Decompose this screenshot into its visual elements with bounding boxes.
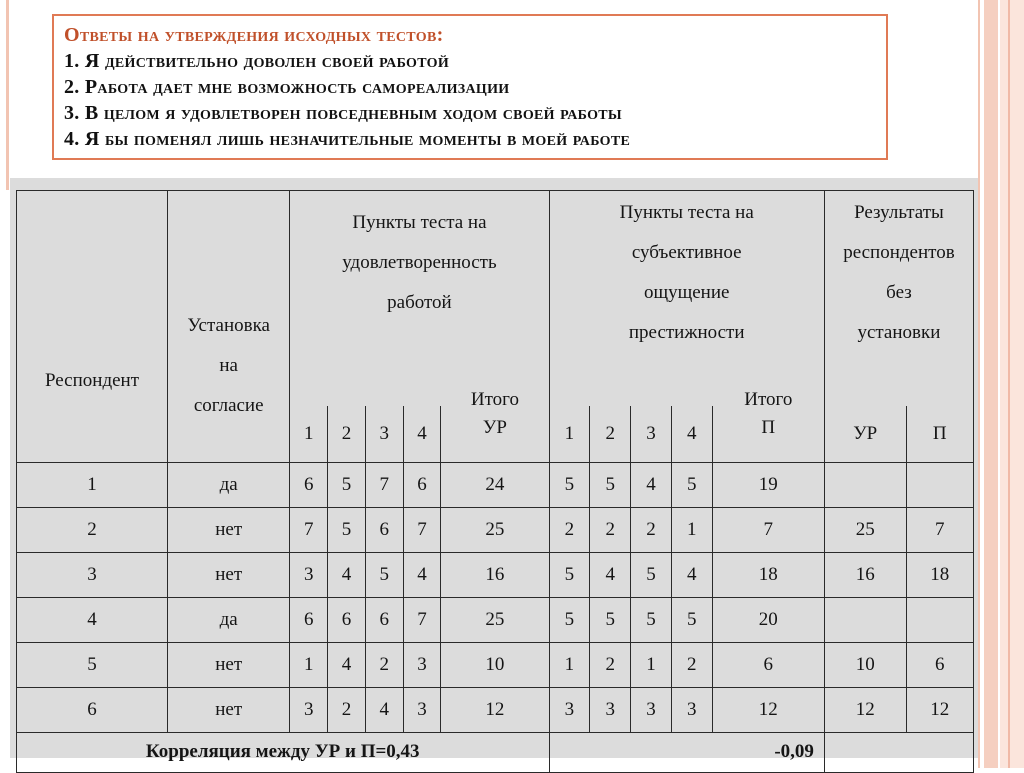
satisfaction-score: 6 — [365, 507, 403, 552]
total-p: 19 — [712, 462, 824, 507]
total-ur: 24 — [441, 462, 549, 507]
result-p: 6 — [906, 642, 973, 687]
result-ur — [824, 462, 906, 507]
result-p: 7 — [906, 507, 973, 552]
total-ur: 25 — [441, 507, 549, 552]
satisfaction-group-header: Пункты теста на удовлетворенность работой — [290, 191, 549, 406]
satisfaction-score: 3 — [403, 642, 441, 687]
prestige-group-header: Пункты теста на субъективное ощущение престижности — [549, 191, 824, 406]
table-row — [17, 687, 974, 732]
decor-stripe — [1000, 0, 1024, 768]
prestige-score: 1 — [549, 642, 590, 687]
decor-stripe — [984, 0, 998, 768]
correlation-label: Корреляция между УР и П=0,43 — [17, 732, 550, 772]
attitude-value: нет — [167, 642, 289, 687]
satisfaction-score: 2 — [365, 642, 403, 687]
satisfaction-score: 4 — [328, 552, 366, 597]
total-ur: 10 — [441, 642, 549, 687]
attitude-value: нет — [167, 687, 289, 732]
result-p: 18 — [906, 552, 973, 597]
prestige-score: 4 — [590, 552, 631, 597]
header-line-3: 3. В целом я удовлетворен повседневным ходом своей работы — [64, 102, 622, 124]
prestige-score: 5 — [671, 462, 712, 507]
item-number: 1 — [549, 406, 590, 463]
result-ur: 16 — [824, 552, 906, 597]
correlation-row — [17, 732, 974, 772]
respondent-id: 2 — [17, 507, 168, 552]
attitude-value: да — [167, 597, 289, 642]
satisfaction-score: 1 — [290, 642, 328, 687]
item-number: 4 — [403, 406, 441, 463]
res-p-header: П — [906, 406, 973, 463]
header-line-2: 2. Работа дает мне возможность самореализации — [64, 76, 510, 98]
table-row — [17, 507, 974, 552]
satisfaction-score: 7 — [365, 462, 403, 507]
prestige-score: 1 — [631, 642, 672, 687]
prestige-score: 5 — [590, 597, 631, 642]
satisfaction-score: 4 — [403, 552, 441, 597]
header-title: Ответы на утверждения исходных тестов: — [64, 24, 444, 46]
total-p: 7 — [712, 507, 824, 552]
table-row — [17, 552, 974, 597]
item-number: 3 — [631, 406, 672, 463]
satisfaction-score: 2 — [328, 687, 366, 732]
table-row — [17, 642, 974, 687]
decor-stripe — [1008, 0, 1010, 768]
attitude-value: нет — [167, 552, 289, 597]
total-p: 18 — [712, 552, 824, 597]
satisfaction-score: 6 — [328, 597, 366, 642]
decor-stripe — [978, 0, 980, 768]
header-line-4: 4. Я бы поменял лишь незначительные моменты в моей работе — [64, 128, 631, 150]
correlation-results: -0,09 — [549, 732, 824, 772]
result-ur: 12 — [824, 687, 906, 732]
item-number: 4 — [671, 406, 712, 463]
prestige-score: 2 — [590, 507, 631, 552]
satisfaction-score: 3 — [290, 687, 328, 732]
satisfaction-score: 4 — [328, 642, 366, 687]
result-ur: 25 — [824, 507, 906, 552]
prestige-score: 5 — [631, 552, 672, 597]
attitude-header: Установка на согласие — [167, 191, 289, 463]
prestige-score: 4 — [631, 462, 672, 507]
results-table — [16, 190, 974, 773]
satisfaction-score: 5 — [365, 552, 403, 597]
item-number: 1 — [290, 406, 328, 463]
total-p: 12 — [712, 687, 824, 732]
table-row — [17, 597, 974, 642]
prestige-score: 1 — [671, 507, 712, 552]
satisfaction-score: 7 — [290, 507, 328, 552]
total-p-header: Итого П — [712, 386, 824, 443]
result-ur: 10 — [824, 642, 906, 687]
prestige-score: 5 — [549, 597, 590, 642]
results-group-header: Результаты респондентов без установки — [824, 191, 973, 406]
satisfaction-score: 7 — [403, 507, 441, 552]
satisfaction-score: 6 — [290, 597, 328, 642]
satisfaction-score: 6 — [403, 462, 441, 507]
satisfaction-score: 6 — [365, 597, 403, 642]
prestige-score: 3 — [671, 687, 712, 732]
item-number: 3 — [365, 406, 403, 463]
prestige-score: 5 — [549, 552, 590, 597]
table-header-row — [17, 191, 974, 406]
prestige-score: 2 — [549, 507, 590, 552]
prestige-score: 2 — [590, 642, 631, 687]
satisfaction-score: 6 — [290, 462, 328, 507]
prestige-score: 2 — [671, 642, 712, 687]
total-ur-header: Итого УР — [441, 386, 549, 443]
total-ur: 25 — [441, 597, 549, 642]
respondent-header: Респондент — [17, 191, 168, 463]
attitude-value: да — [167, 462, 289, 507]
satisfaction-score: 7 — [403, 597, 441, 642]
result-p: 12 — [906, 687, 973, 732]
satisfaction-score: 4 — [365, 687, 403, 732]
decor-line — [6, 0, 9, 190]
respondent-id: 6 — [17, 687, 168, 732]
total-ur: 12 — [441, 687, 549, 732]
satisfaction-score: 3 — [290, 552, 328, 597]
satisfaction-score: 5 — [328, 462, 366, 507]
res-ur-header: УР — [824, 406, 906, 463]
attitude-value: нет — [167, 507, 289, 552]
correlation-empty — [824, 732, 973, 772]
prestige-score: 3 — [590, 687, 631, 732]
prestige-score: 5 — [549, 462, 590, 507]
satisfaction-score: 3 — [403, 687, 441, 732]
prestige-score: 3 — [549, 687, 590, 732]
prestige-score: 3 — [631, 687, 672, 732]
respondent-id: 5 — [17, 642, 168, 687]
item-number: 2 — [328, 406, 366, 463]
header-line-1: 1. Я действительно доволен своей работой — [64, 50, 450, 72]
total-ur: 16 — [441, 552, 549, 597]
prestige-score: 5 — [671, 597, 712, 642]
respondent-id: 1 — [17, 462, 168, 507]
result-ur — [824, 597, 906, 642]
header-box — [52, 14, 888, 160]
respondent-id: 4 — [17, 597, 168, 642]
total-p: 6 — [712, 642, 824, 687]
total-p: 20 — [712, 597, 824, 642]
respondent-id: 3 — [17, 552, 168, 597]
satisfaction-score: 5 — [328, 507, 366, 552]
result-p — [906, 597, 973, 642]
prestige-score: 5 — [590, 462, 631, 507]
item-number: 2 — [590, 406, 631, 463]
table-row — [17, 462, 974, 507]
result-p — [906, 462, 973, 507]
prestige-score: 2 — [631, 507, 672, 552]
prestige-score: 5 — [631, 597, 672, 642]
prestige-score: 4 — [671, 552, 712, 597]
